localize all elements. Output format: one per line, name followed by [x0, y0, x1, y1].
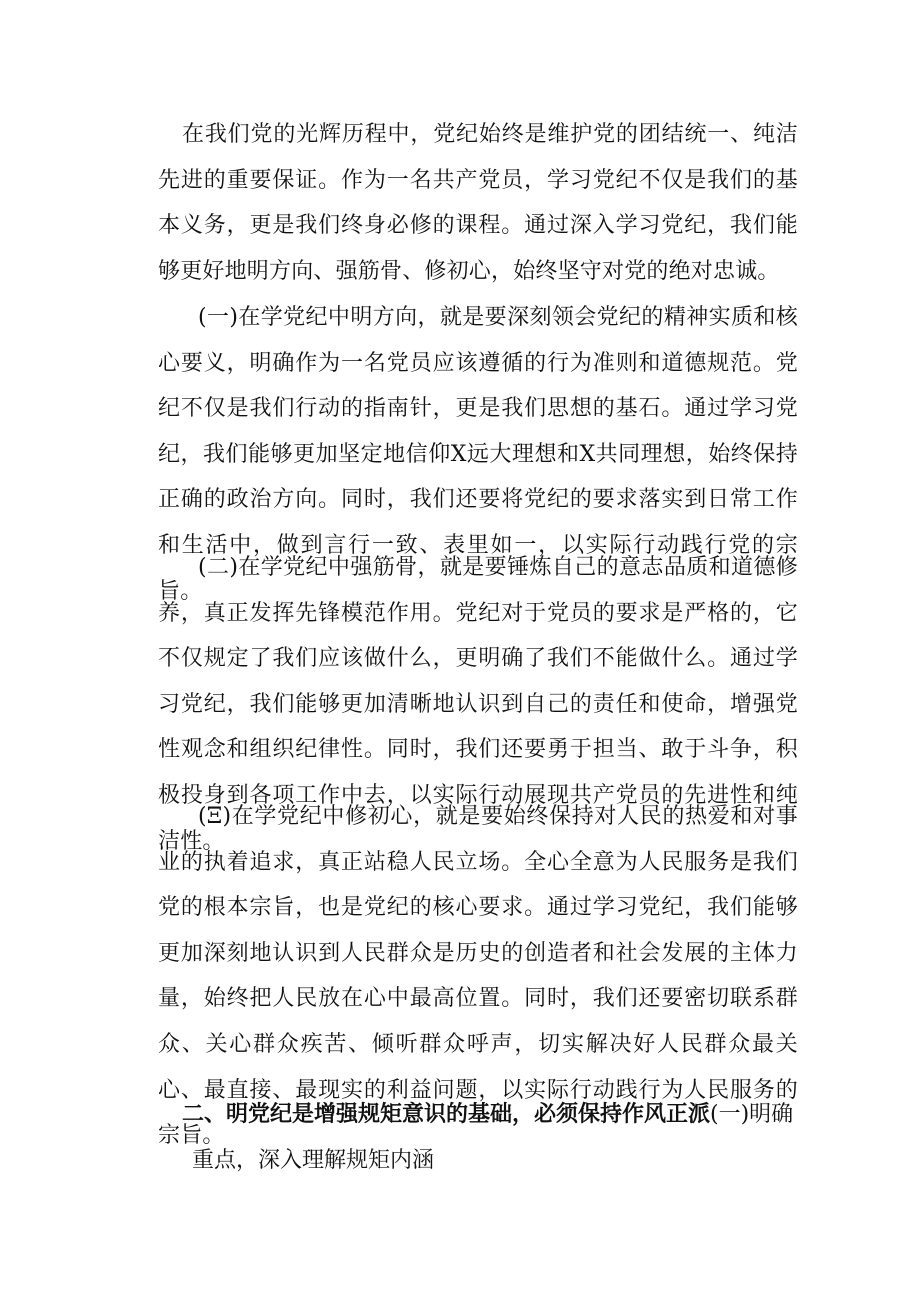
section-1-paragraph: (一)在学党纪中明方向，就是要深刻领会党纪的精神实质和核心要义，明确作为一名党员应该遵循的行为准则和道德规范。党纪不仅是我们行动的指南针，更是我们思想的基石。通过学习党纪，我们能够更加坚定地信仰X远大理想和X共同理想，始终保持正确的政治方向。同时，我们还要将党纪的要求落实到日常工作和生活中，做到言行一致、表里如一，以实际行动践行党的宗旨。 [158, 305, 798, 604]
section-3-paragraph: (Ξ)在学党纪中修初心，就是要始终保持对人民的热爱和对事业的执着追求，真正站稳人民立场。全心全意为人民服务是我们党的根本宗旨，也是党纪的核心要求。通过学习党纪，我们能够更加深刻地认识到人民群众是历史的创造者和社会发展的主体力量，始终把人民放在心中最高位置。同时，我们还要密切联系群众、关心群众疾苦、倾听群众呼声，切实解决好人民群众最关心、最直接、最现实的利益问题，以实际行动践行为人民服务的宗旨。 [158, 804, 798, 1149]
chapter-heading-title: 二、明党纪是增强规矩意识的基础，必须保持作风正派 [182, 1101, 711, 1127]
chapter-heading-subsection: (一)明确 [710, 1102, 794, 1127]
intro-paragraph: 在我们党的光辉历程中，党纪始终是维护党的团结统一、纯洁先进的重要保证。作为一名共产党员，学习党纪不仅是我们的基本义务，更是我们终身必修的课程。通过深入学习党纪，我们能够更好地明方向、强筋骨、修初心，始终坚守对党的绝对忠诚。 [158, 122, 798, 284]
chapter-heading-continuation: 重点，深入理解规矩内涵 [192, 1147, 435, 1173]
chapter-heading [182, 1092, 822, 1183]
section-2-paragraph: (二)在学党纪中强筋骨，就是要锤炼自己的意志品质和道德修养，真正发挥先锋模范作用。党纪对于党员的要求是严格的，它不仅规定了我们应该做什么，更明确了我们不能做什么。通过学习党纪，我们能够更加清晰地认识到自己的责任和使命，增强党性观念和组织纪律性。同时，我们还要勇于担当、敢于斗争，积极投身到各项工作中去，以实际行动展现共产党员的先进性和纯洁性。 [158, 555, 798, 854]
